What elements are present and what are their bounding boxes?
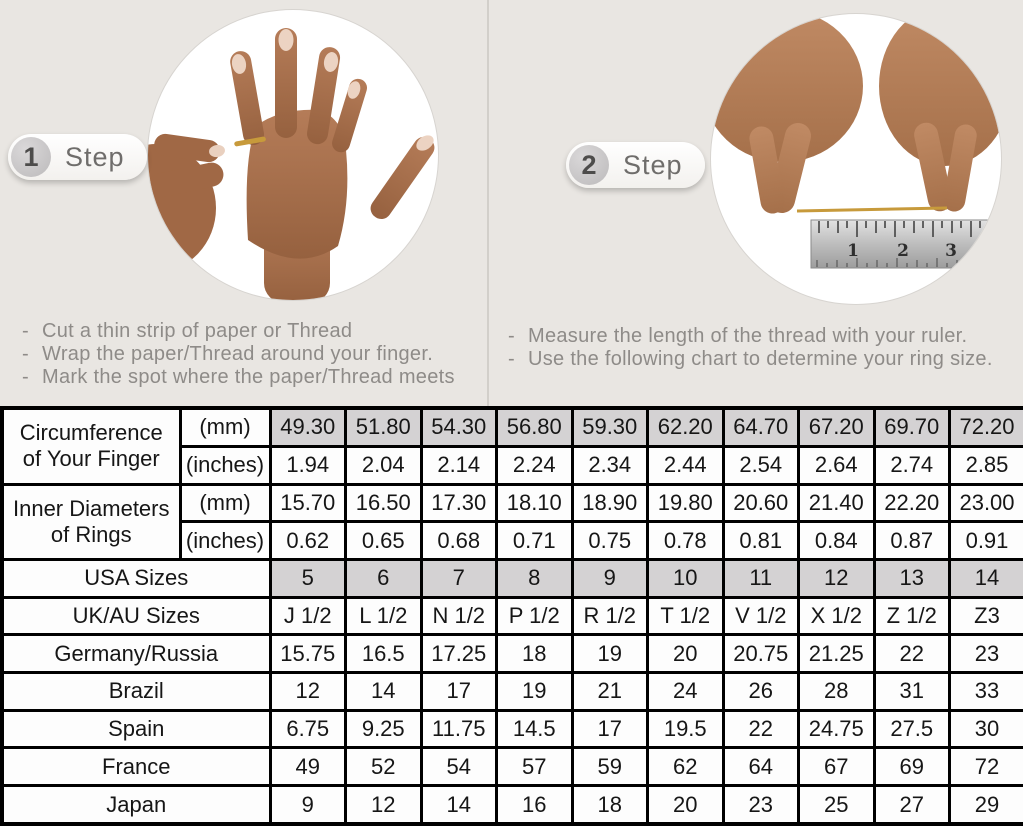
row-label: USA Sizes <box>2 559 270 597</box>
size-value-cell: 2.14 <box>421 446 497 484</box>
size-value-cell: 2.54 <box>723 446 799 484</box>
bullet-text: Wrap the paper/Thread around your finger. <box>42 343 434 365</box>
row-group-label-line: Circumference <box>19 420 163 446</box>
size-value-cell: 0.68 <box>421 522 497 560</box>
size-value-cell: L 1/2 <box>346 597 422 635</box>
row-label: Germany/Russia <box>2 635 270 673</box>
bullet-text: Mark the spot where the paper/Thread meets <box>42 366 455 388</box>
size-value-cell: 20 <box>648 635 724 673</box>
size-value-cell: 9 <box>572 559 648 597</box>
ring-size-table <box>0 406 1023 826</box>
row-group-label-line: of Rings <box>50 521 132 547</box>
size-value-cell: 72 <box>950 748 1023 786</box>
size-value-cell: 2.34 <box>572 446 648 484</box>
size-value-cell: 14 <box>346 672 422 710</box>
unit-label: (inches) <box>180 446 270 484</box>
ruler-number-2: 2 <box>897 241 909 261</box>
size-value-cell: 0.75 <box>572 522 648 560</box>
size-value-cell: 19.80 <box>648 484 724 522</box>
size-value-cell: 67.20 <box>799 408 875 446</box>
row-group-label-line: Inner Diameters <box>12 495 170 521</box>
size-value-cell: 19.5 <box>648 710 724 748</box>
size-value-cell: 7 <box>421 559 497 597</box>
size-value-cell: 6 <box>346 559 422 597</box>
size-value-cell: 11 <box>723 559 799 597</box>
size-value-cell: 18.90 <box>572 484 648 522</box>
size-value-cell: P 1/2 <box>497 597 573 635</box>
step1-hand-photo <box>148 10 438 300</box>
size-value-cell: 18.10 <box>497 484 573 522</box>
size-value-cell: 30 <box>950 710 1023 748</box>
size-value-cell: 13 <box>874 559 950 597</box>
size-value-cell: 22 <box>723 710 799 748</box>
size-value-cell: 22 <box>874 635 950 673</box>
bullet-item <box>22 343 455 366</box>
size-value-cell: 54.30 <box>421 408 497 446</box>
size-value-cell: 16.5 <box>346 635 422 673</box>
size-value-cell: 2.64 <box>799 446 875 484</box>
size-value-cell: 18 <box>572 786 648 824</box>
row-group-label-line: of Your Finger <box>22 446 160 472</box>
bullet-item <box>508 325 993 348</box>
size-value-cell: 67 <box>799 748 875 786</box>
size-value-cell: 2.74 <box>874 446 950 484</box>
row-label: Japan <box>2 786 270 824</box>
size-value-cell: 2.04 <box>346 446 422 484</box>
step2-label: Step <box>623 149 683 180</box>
size-value-cell: 0.81 <box>723 522 799 560</box>
size-value-cell: 72.20 <box>950 408 1023 446</box>
size-value-cell: 17.30 <box>421 484 497 522</box>
size-value-cell: 20.75 <box>723 635 799 673</box>
size-value-cell: 17 <box>572 710 648 748</box>
size-value-cell: 21.25 <box>799 635 875 673</box>
thread-over-ruler-illustration <box>711 14 1001 304</box>
size-value-cell: 17 <box>421 672 497 710</box>
size-value-cell: 59.30 <box>572 408 648 446</box>
size-value-cell: 69.70 <box>874 408 950 446</box>
size-value-cell: 49 <box>270 748 346 786</box>
ruler-number-3: 3 <box>945 241 957 261</box>
size-value-cell: 11.75 <box>421 710 497 748</box>
size-value-cell: 27.5 <box>874 710 950 748</box>
size-value-cell: 10 <box>648 559 724 597</box>
instructions-section <box>0 0 1023 406</box>
size-value-cell: 6.75 <box>270 710 346 748</box>
size-value-cell: 9.25 <box>346 710 422 748</box>
size-value-cell: 24.75 <box>799 710 875 748</box>
size-value-cell: 21 <box>572 672 648 710</box>
size-value-cell: 15.75 <box>270 635 346 673</box>
size-value-cell: 62 <box>648 748 724 786</box>
bullet-marker: - <box>508 325 515 347</box>
size-value-cell: 23.00 <box>950 484 1023 522</box>
size-value-cell: 59 <box>572 748 648 786</box>
size-value-cell: 27 <box>874 786 950 824</box>
size-value-cell: 2.24 <box>497 446 573 484</box>
step1-number: 1 <box>11 137 51 177</box>
bullet-item <box>22 366 455 389</box>
size-value-cell: 14.5 <box>497 710 573 748</box>
bullet-marker: - <box>508 348 515 370</box>
size-value-cell: 9 <box>270 786 346 824</box>
size-value-cell: 26 <box>723 672 799 710</box>
bullet-text: Measure the length of the thread with your ruler. <box>528 325 968 347</box>
size-value-cell: 0.84 <box>799 522 875 560</box>
size-value-cell: 14 <box>421 786 497 824</box>
unit-label: (mm) <box>180 408 270 446</box>
size-value-cell: 20.60 <box>723 484 799 522</box>
hand-with-thread-illustration <box>148 10 438 300</box>
size-value-cell: 1.94 <box>270 446 346 484</box>
step2-badge <box>566 142 705 188</box>
size-value-cell: 56.80 <box>497 408 573 446</box>
row-label: UK/AU Sizes <box>2 597 270 635</box>
size-value-cell: 25 <box>799 786 875 824</box>
size-value-cell: 31 <box>874 672 950 710</box>
size-value-cell: 57 <box>497 748 573 786</box>
size-value-cell: 22.20 <box>874 484 950 522</box>
size-value-cell: 16.50 <box>346 484 422 522</box>
ruler <box>811 220 1001 268</box>
size-value-cell: T 1/2 <box>648 597 724 635</box>
bullet-text: Use the following chart to determine your ring size. <box>528 348 993 370</box>
size-value-cell: 14 <box>950 559 1023 597</box>
ruler-number-1: 1 <box>847 241 859 261</box>
row-label: France <box>2 748 270 786</box>
size-value-cell: 54 <box>421 748 497 786</box>
size-value-cell: 28 <box>799 672 875 710</box>
size-value-cell: 62.20 <box>648 408 724 446</box>
size-value-cell: 0.91 <box>950 522 1023 560</box>
size-value-cell: 69 <box>874 748 950 786</box>
size-value-cell: 23 <box>950 635 1023 673</box>
size-value-cell: 23 <box>723 786 799 824</box>
step2-number: 2 <box>569 145 609 185</box>
size-value-cell: 18 <box>497 635 573 673</box>
size-value-cell: 33 <box>950 672 1023 710</box>
size-value-cell: 20 <box>648 786 724 824</box>
bullet-item <box>508 348 993 371</box>
size-value-cell: 19 <box>497 672 573 710</box>
size-value-cell: 16 <box>497 786 573 824</box>
size-value-cell: 0.71 <box>497 522 573 560</box>
size-value-cell: Z 1/2 <box>874 597 950 635</box>
size-value-cell: 51.80 <box>346 408 422 446</box>
size-value-cell: 0.78 <box>648 522 724 560</box>
size-value-cell: 0.87 <box>874 522 950 560</box>
size-value-cell: 21.40 <box>799 484 875 522</box>
step1-label: Step <box>65 141 125 172</box>
size-value-cell: 64 <box>723 748 799 786</box>
size-value-cell: 8 <box>497 559 573 597</box>
size-value-cell: 17.25 <box>421 635 497 673</box>
size-value-cell: 64.70 <box>723 408 799 446</box>
size-value-cell: N 1/2 <box>421 597 497 635</box>
step2-ruler-photo <box>711 14 1001 304</box>
row-group-label <box>2 484 180 559</box>
gold-thread <box>797 208 947 211</box>
bullet-marker: - <box>22 343 29 365</box>
size-value-cell: 0.62 <box>270 522 346 560</box>
bullet-marker: - <box>22 320 29 342</box>
size-value-cell: J 1/2 <box>270 597 346 635</box>
size-value-cell: R 1/2 <box>572 597 648 635</box>
unit-label: (mm) <box>180 484 270 522</box>
size-value-cell: 15.70 <box>270 484 346 522</box>
bullet-item <box>22 320 455 343</box>
size-value-cell: 12 <box>270 672 346 710</box>
size-value-cell: 29 <box>950 786 1023 824</box>
size-value-cell: 19 <box>572 635 648 673</box>
size-value-cell: 5 <box>270 559 346 597</box>
row-label: Brazil <box>2 672 270 710</box>
size-value-cell: Z3 <box>950 597 1023 635</box>
row-label: Spain <box>2 710 270 748</box>
row-group-label <box>2 408 180 484</box>
unit-label: (inches) <box>180 522 270 560</box>
size-value-cell: V 1/2 <box>723 597 799 635</box>
size-value-cell: 49.30 <box>270 408 346 446</box>
size-value-cell: 12 <box>799 559 875 597</box>
size-value-cell: X 1/2 <box>799 597 875 635</box>
size-value-cell: 2.85 <box>950 446 1023 484</box>
size-value-cell: 2.44 <box>648 446 724 484</box>
size-value-cell: 0.65 <box>346 522 422 560</box>
ring-size-table-body <box>2 408 1023 824</box>
size-value-cell: 12 <box>346 786 422 824</box>
bullet-text: Cut a thin strip of paper or Thread <box>42 320 353 342</box>
section-divider <box>487 0 489 406</box>
step1-badge <box>8 134 147 180</box>
bullet-marker: - <box>22 366 29 388</box>
size-value-cell: 24 <box>648 672 724 710</box>
step2-instructions <box>508 325 993 371</box>
size-value-cell: 52 <box>346 748 422 786</box>
step1-instructions <box>22 320 455 389</box>
